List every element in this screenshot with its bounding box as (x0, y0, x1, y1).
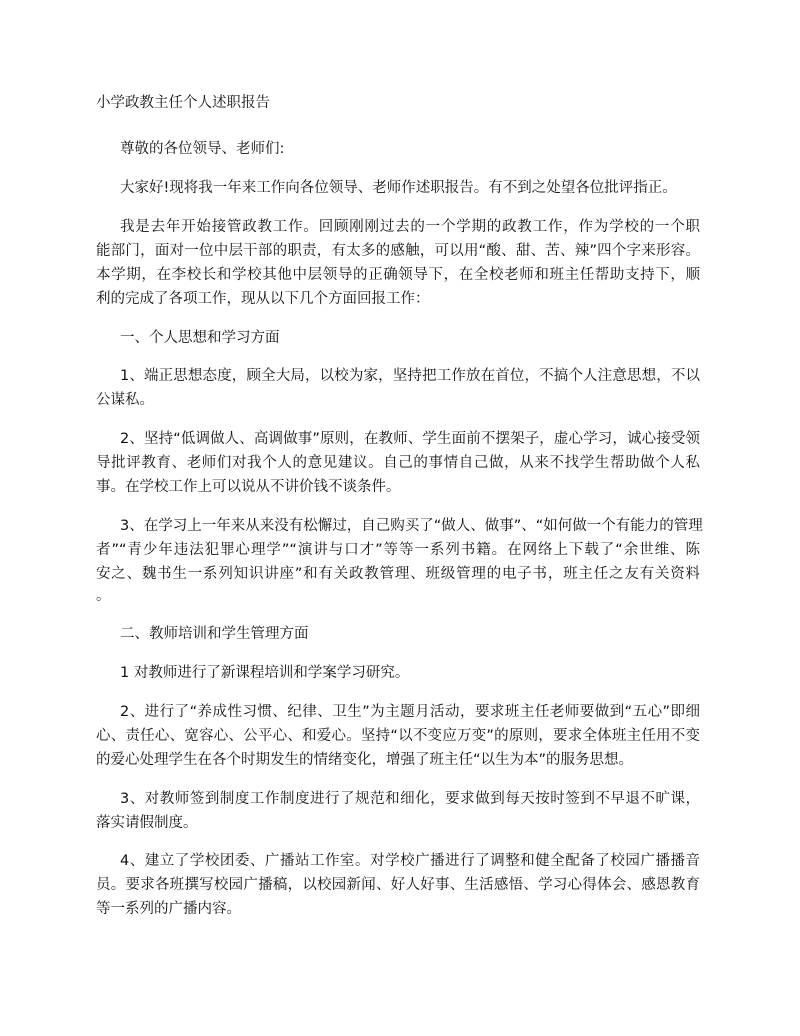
paragraph-7-line: 2、进行了“养成性习惯、纪律、卫生”为主题月活动，要求班主任老师要做到“五心”即细 (120, 704, 700, 720)
section-heading-1: 一、个人思想和学习方面 (120, 330, 280, 346)
paragraph-7-line: 的爱心处理学生在各个时期发生的情绪变化，增强了班主任“以生为本”的服务思想。 (96, 752, 634, 768)
paragraph-8-line: 落实请假制度。 (96, 815, 198, 831)
paragraph-9-line: 员。要求各班撰写校园广播稿，以校园新闻、好人好事、生活感悟、学习心得体会、感恩教育 (96, 877, 700, 893)
paragraph-5-line: 。 (96, 588, 111, 604)
paragraph-3-line: 公谋私。 (96, 392, 154, 408)
paragraph-2-line: 本学期，在李校长和学校其他中层领导的正确领导下，在全校老师和班主任帮助支持下，顺 (96, 267, 700, 283)
paragraph-1-line: 大家好!现将我一年来工作向各位领导、老师作述职报告。有不到之处望各位批评指正。 (120, 180, 677, 196)
section-heading-2: 二、教师培训和学生管理方面 (120, 626, 309, 642)
greeting: 尊敬的各位领导、老师们: (120, 141, 285, 157)
paragraph-2-line: 能部门，面对一位中层干部的职责，有太多的感触，可以用“酸、甜、苦、辣”四个字来形容。 (96, 243, 700, 259)
paragraph-5-line: 3、在学习上一年来从来没有松懈过，自己购买了“做人、做事”、“如何做一个有能力的管理 (120, 518, 703, 534)
paragraph-7-line: 心、责任心、宽容心、公平心、和爱心。坚持“以不变应万变”的原则，要求全体班主任用不变 (96, 728, 700, 744)
paragraph-2-line: 我是去年开始接管政教工作。回顾刚刚过去的一个学期的政教工作，作为学校的一个职 (120, 219, 700, 235)
paragraph-3-line: 1、端正思想态度，顾全大局，以校为家，坚持把工作放在首位，不搞个人注意思想，不以 (120, 368, 700, 384)
document-title: 小学政教主任个人述职报告 (96, 95, 270, 111)
paragraph-9-line: 等一系列的广播内容。 (96, 901, 241, 917)
paragraph-4-line: 事。在学校工作上可以说从不讲价钱不谈条件。 (96, 479, 401, 495)
paragraph-2-line: 利的完成了各项工作，现从以下几个方面回报工作： (96, 291, 430, 307)
paragraph-5-line: 者”“青少年违法犯罪心理学”“演讲与口才”等等一系列书籍。在网络上下载了“余世维、陈 (96, 542, 700, 558)
paragraph-5-line: 安之、魏书生一系列知识讲座”和有关政教管理、班级管理的电子书，班主任之友有关资料 (96, 566, 700, 582)
paragraph-8-line: 3、对教师签到制度工作制度进行了规范和细化，要求做到每天按时签到不早退不旷课， (120, 791, 700, 807)
paragraph-6-line: 1 对教师进行了新课程培训和学案学习研究。 (120, 665, 410, 681)
paragraph-4-line: 导批评教育、老师们对我个人的意见建议。自己的事情自己做，从来不找学生帮助做个人私 (96, 455, 700, 471)
paragraph-9-line: 4、建立了学校团委、广播站工作室。对学校广播进行了调整和健全配备了校园广播播音 (120, 853, 700, 869)
paragraph-4-line: 2、坚持“低调做人、高调做事”原则，在教师、学生面前不摆架子，虚心学习，诚心接受领 (120, 431, 700, 447)
